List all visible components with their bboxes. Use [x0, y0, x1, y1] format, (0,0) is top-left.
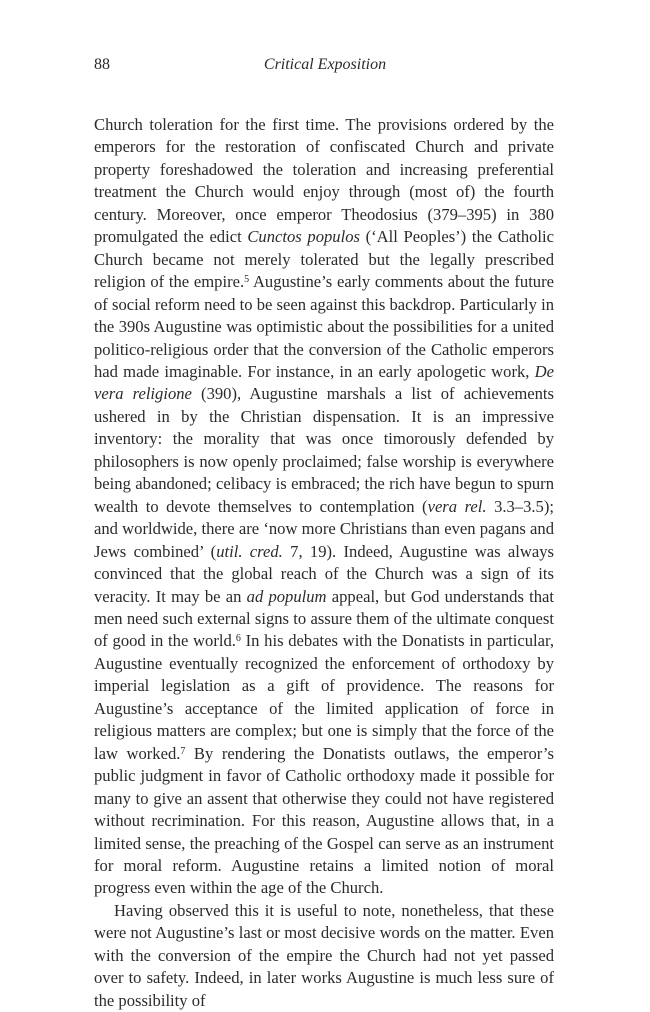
- running-head: [94, 56, 556, 80]
- text-run: 7, 19). Indeed, Augustine was always convinced that the global reach of the Church was a sign of its veracity. It may be an: [94, 541, 554, 606]
- running-title: Critical Exposition: [263, 56, 387, 73]
- text-run: By rendering the Donatists outlaws, the emperor’s public judgment in favor of Catholic orthodoxy made it possible for many to give an assent that otherwise they could not have registered without recrimination. For this reason, Augustine allows that, in a limited sense, the preaching of the Gospel can serve as an instrument for moral reform. Augustine retains a limited notion of moral progress even within the age of the Church.: [94, 743, 554, 898]
- paragraph-1: [94, 114, 554, 900]
- italic-title-cunctos-populos: Cunctos populos: [247, 227, 360, 247]
- footnote-marker-5: 5: [244, 274, 250, 286]
- text-run: Church toleration for the first time. The provisions ordered by the emperors for the restoration of confiscated Church and private property foreshadowed the toleration and increasing preferential treatment the Church would enjoy through (most of) the fourth century. Moreover, once emperor Theodosius (379–395) in 380 promulgated the edict: [94, 115, 554, 247]
- text-run: appeal, but God understands that men need such external signs to assure them of the ultimate conquest of good in the world.: [94, 586, 554, 651]
- page-number: 88: [94, 56, 110, 73]
- italic-citation-util-cred: util. cred.: [216, 541, 283, 561]
- paragraph-2: Having observed this it is useful to note, nonetheless, that these were not Augustine’s last or most decisive words on the matter. Even with the conversion of the empire the Church had not yet passed over to safety. Indeed, in later works Augustine is much less sure of the possibility of: [94, 900, 554, 1010]
- text-run: (390), Augustine marshals a list of achievements ushered in by the Christian dispensation. It is an impressive inventory: the morality that was once timorously defended by philosophers is now openly proclaimed; false worship is everywhere being abandoned; celibacy is embraced; the rich have begun to spurn wealth to devote themselves to contemplation (: [94, 384, 554, 516]
- footnote-marker-7: 7: [180, 745, 186, 757]
- text-run: 3.3–3.5); and worldwide, there are ‘now more Christians than even pagans and Jews combined’ (: [94, 496, 554, 561]
- italic-title-de-vera-religione: De vera religione: [94, 361, 554, 404]
- italic-phrase-ad-populum: ad populum: [246, 586, 327, 606]
- footnote-marker-6: 6: [235, 633, 241, 645]
- italic-citation-vera-rel: vera rel.: [427, 496, 487, 516]
- text-run: (‘All Peoples’) the Catholic Church became not merely tolerated but the legally prescribed religion of the empire.: [94, 227, 555, 292]
- text-run: In his debates with the Donatists in particular, Augustine eventually recognized the enforcement of orthodoxy by imperial legislation as a gift of providence. The reasons for Augustine’s acceptance of the limited application of force in religious matters are complex; but one is simply that the force of the law worked.: [94, 631, 554, 763]
- body-text: [94, 114, 554, 1012]
- text-run: Augustine’s early comments about the future of social reform need to be seen against this backdrop. Particularly in the 390s Augustine was optimistic about the possibilities for a united politico-religious order that the conversion of the Catholic emperors had made imaginable. For instance, in an early apologetic work,: [94, 272, 554, 381]
